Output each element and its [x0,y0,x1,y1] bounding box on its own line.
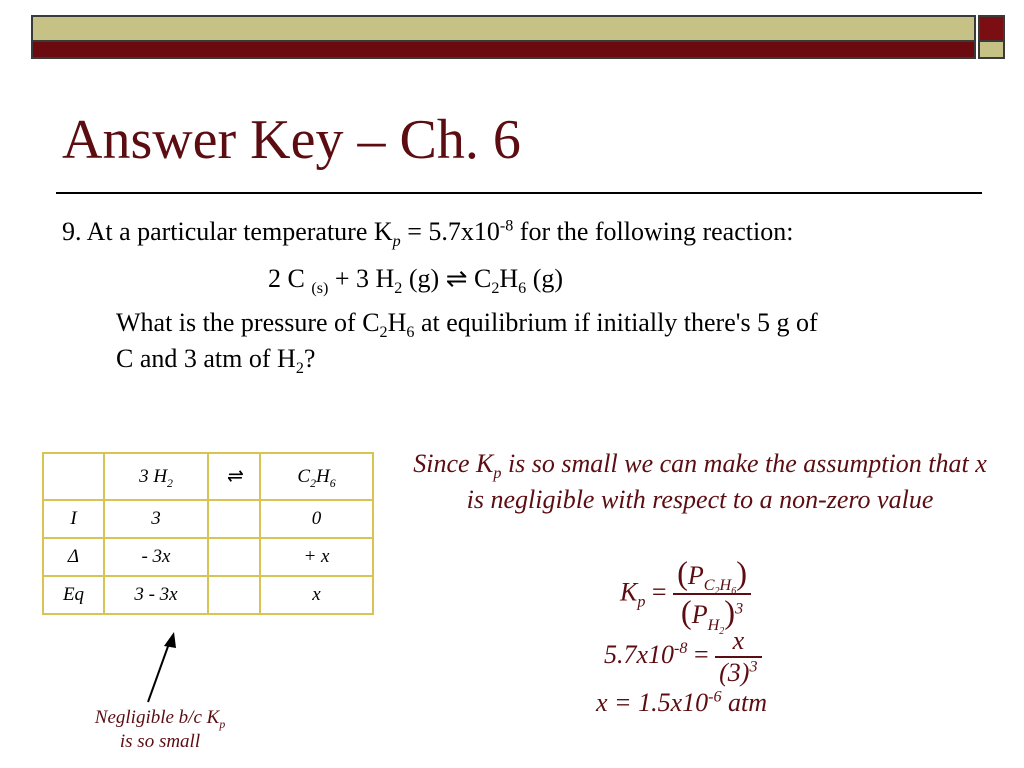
table-row [43,500,373,538]
ice-table [42,452,374,615]
cell-h2: - 3x [104,538,208,576]
header-square-maroon [978,15,1005,42]
table-cell [43,453,104,500]
header-decoration [31,15,1005,59]
title-divider [56,192,982,194]
table-header-h2: 3 $H_2$ [104,453,208,500]
kp-expression: $K_p$ = $\frac{(P_{C_2H_6})}{(P_{H_2})^3}$ [620,556,751,633]
table-row [43,538,373,576]
equilibrium-arrow-icon: ⇌ [208,453,260,500]
cell-c2h6: 0 [260,500,373,538]
table-row [43,576,373,614]
header-square-olive [978,42,1005,59]
cell-h2: 3 - 3x [104,576,208,614]
cell-c2h6: + x [260,538,373,576]
row-label: I [43,500,104,538]
table-cell [208,500,260,538]
substitution-equation: $5.7x10^{-8}$ = $\frac{x}{(3)^3}$ [604,626,762,688]
header-bar-maroon [31,42,976,59]
row-label: Eq [43,576,104,614]
slide-title: Answer Key – Ch. 6 [62,109,521,171]
cell-c2h6: x [260,576,373,614]
problem-line-1: 9. At a particular temperature $K_p = 5.7x10^{-8}$ for the following reaction: [62,217,794,251]
assumption-explanation: Since $K_p$ is so small we can make the assumption that x is negligible with respect to a non-zero value [413,449,987,515]
table-row-header [43,453,373,500]
reaction-equation: 2 C $_{(s)}$ + 3 $H_2$ (g) ⇌ $C_2H_6$ (g) [268,264,564,298]
question-line-1: What is the pressure of $C_2H_6$ at equilibrium if initially there's 5 g of [116,308,818,342]
row-label: Δ [43,538,104,576]
table-cell [208,576,260,614]
equilibrium-arrow-icon: ⇌ [445,264,468,293]
negligible-note: Negligible b/c $K_p$ is so small [94,707,226,752]
pointer-arrow-icon [140,632,180,704]
cell-h2: 3 [104,500,208,538]
final-answer: $x = 1.5x10^{-6}$ atm [596,688,768,717]
table-cell [208,538,260,576]
table-header-c2h6: $C_2H_6$ [260,453,373,500]
question-line-2: C and 3 atm of $H_2$? [116,344,316,378]
header-bar-olive [31,15,976,42]
